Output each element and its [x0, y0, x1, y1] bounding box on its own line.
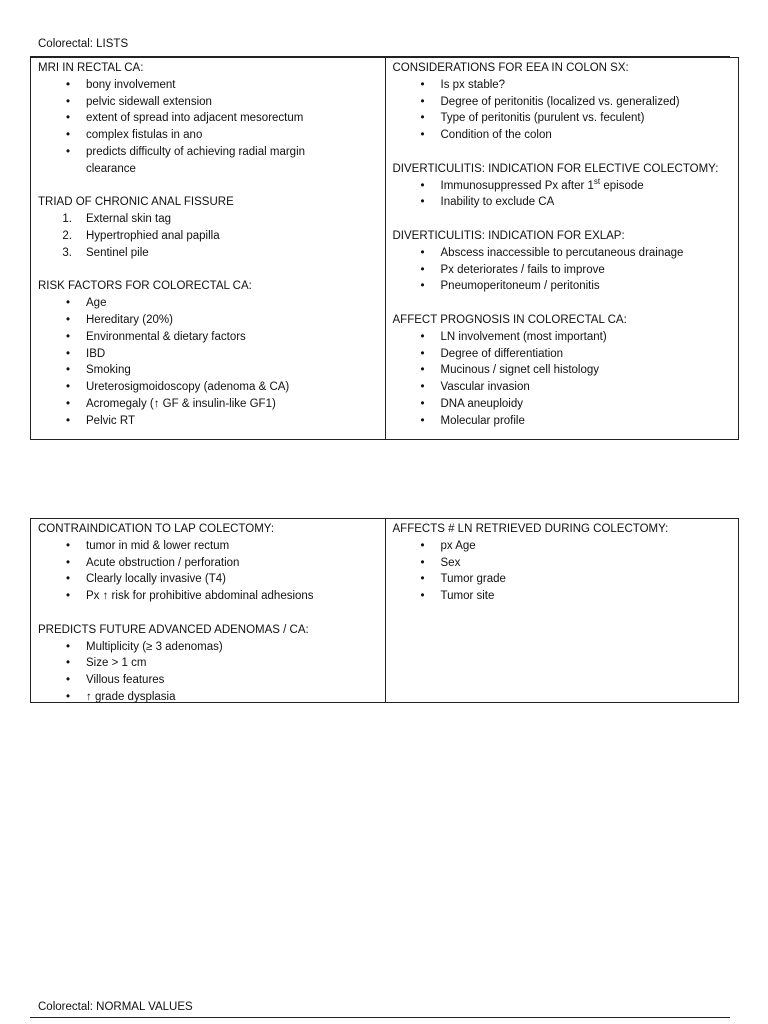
- bullet-icon: •: [420, 196, 425, 209]
- bullet-list: [38, 77, 379, 161]
- list-item: • pelvic sidewall extension: [38, 94, 379, 111]
- list-item: • Hereditary (20%): [38, 312, 379, 329]
- lists-table-2: [30, 518, 739, 703]
- section-heading: AFFECTS # LN RETRIEVED DURING COLECTOMY:: [392, 523, 669, 535]
- section-heading: PREDICTS FUTURE ADVANCED ADENOMAS / CA:: [38, 623, 309, 636]
- list-number: 3.: [62, 246, 72, 259]
- bullet-icon: •: [65, 657, 71, 670]
- bullet-icon: •: [65, 539, 71, 552]
- bullet-icon: •: [420, 129, 425, 142]
- bullet-icon: •: [65, 78, 71, 91]
- list-item: • Mucinous / signet cell histology: [393, 362, 733, 379]
- section-prognosis-colorectal-ca: [393, 312, 733, 430]
- bullet-icon: •: [420, 95, 425, 108]
- bullet-list: [393, 178, 733, 212]
- bullet-icon: •: [65, 297, 71, 310]
- list-item: • Size > 1 cm: [38, 655, 379, 672]
- list-item: • Is px stable?: [393, 77, 733, 94]
- bullet-icon: •: [65, 640, 71, 653]
- bullet-list: [393, 329, 733, 430]
- section-heading: MRI IN RECTAL CA:: [38, 62, 144, 74]
- list-item-continuation: clearance: [86, 162, 136, 175]
- list-item: • px Age: [393, 538, 733, 555]
- table-2-right-column: [385, 519, 739, 702]
- list-item: • Tumor grade: [393, 571, 733, 588]
- list-item: • Immunosuppressed Px after 1st episode: [393, 178, 733, 195]
- section-elective-colectomy: [393, 161, 733, 211]
- section-ln-retrieved: [393, 521, 733, 605]
- bullet-icon: •: [65, 313, 71, 326]
- list-item: • Villous features: [38, 672, 379, 689]
- list-number: 1.: [62, 213, 72, 226]
- bullet-icon: •: [65, 590, 71, 603]
- bullet-icon: •: [420, 112, 425, 125]
- bullet-icon: •: [65, 381, 71, 394]
- page-title: Colorectal: LISTS: [38, 38, 129, 50]
- list-item: • Type of peritonitis (purulent vs. feculent): [393, 110, 733, 127]
- numbered-list: [38, 211, 379, 261]
- bullet-icon: •: [65, 690, 71, 703]
- list-item: • Pneumoperitoneum / peritonitis: [393, 278, 733, 295]
- table-1-right-column: [385, 58, 739, 439]
- list-item: 2. Hypertrophied anal papilla: [38, 228, 379, 245]
- list-item: • Smoking: [38, 362, 379, 379]
- list-item: • Sex: [393, 555, 733, 572]
- section-heading: CONSIDERATIONS FOR EEA IN COLON SX:: [392, 62, 629, 74]
- bullet-list: [393, 245, 733, 295]
- footer-rule: [30, 1017, 730, 1018]
- table-2-left-column: [31, 519, 385, 702]
- list-item: • Condition of the colon: [393, 127, 733, 144]
- bullet-icon: •: [65, 414, 71, 427]
- section-heading: CONTRAINDICATION TO LAP COLECTOMY:: [38, 523, 275, 535]
- bullet-icon: •: [65, 556, 71, 569]
- bullet-icon: •: [65, 95, 71, 108]
- section-advanced-adenoma-predictors: [38, 622, 379, 706]
- bullet-icon: •: [420, 263, 425, 276]
- list-item: • Clearly locally invasive (T4): [38, 571, 379, 588]
- bullet-icon: •: [420, 556, 425, 569]
- bullet-icon: •: [420, 78, 425, 91]
- section-exlap-indication: [393, 228, 733, 295]
- list-item: • Ureterosigmoidoscopy (adenoma & CA): [38, 379, 379, 396]
- list-item: • Multiplicity (≥ 3 adenomas): [38, 639, 379, 656]
- list-item: • DNA aneuploidy: [393, 396, 733, 413]
- list-item: • Abscess inaccessible to percutaneous drainage: [393, 245, 733, 262]
- bullet-list: [393, 77, 733, 144]
- table-1-left-column: [31, 58, 385, 439]
- bullet-icon: •: [420, 364, 425, 377]
- section-lap-colectomy-contraindication: [38, 521, 379, 605]
- bullet-icon: •: [420, 573, 425, 586]
- bullet-icon: •: [420, 414, 425, 427]
- section-heading: RISK FACTORS FOR COLORECTAL CA:: [38, 280, 252, 293]
- bullet-list: [38, 295, 379, 429]
- bullet-icon: •: [420, 590, 425, 603]
- list-item: • Px ↑ risk for prohibitive abdominal adhesions: [38, 588, 379, 605]
- list-item: • Pelvic RT: [38, 413, 379, 430]
- list-item: • tumor in mid & lower rectum: [38, 538, 379, 555]
- bullet-icon: •: [65, 674, 71, 687]
- list-item: • predicts difficulty of achieving radial margin: [38, 144, 379, 161]
- section-heading: DIVERTICULITIS: INDICATION FOR ELECTIVE COLECTOMY:: [392, 162, 719, 175]
- list-item: • Degree of differentiation: [393, 346, 733, 363]
- list-item: • Vascular invasion: [393, 379, 733, 396]
- bullet-icon: •: [65, 330, 71, 343]
- section-eea-considerations: [393, 60, 733, 144]
- bullet-list: [38, 538, 379, 605]
- bullet-list: [393, 538, 733, 605]
- list-item: • Tumor site: [393, 588, 733, 605]
- list-number: 2.: [62, 229, 72, 242]
- section-risk-factors-colorectal-ca: [38, 278, 379, 429]
- bullet-icon: •: [65, 112, 71, 125]
- section-heading: DIVERTICULITIS: INDICATION FOR EXLAP:: [392, 229, 625, 242]
- list-item: • complex fistulas in ano: [38, 127, 379, 144]
- bullet-icon: •: [420, 539, 425, 552]
- list-item: • Age: [38, 295, 379, 312]
- bullet-icon: •: [65, 347, 71, 360]
- section-anal-fissure-triad: [38, 194, 379, 261]
- list-item: • Degree of peritonitis (localized vs. generalized): [393, 94, 733, 111]
- next-section-title: Colorectal: NORMAL VALUES: [38, 1001, 193, 1013]
- bullet-icon: •: [420, 179, 425, 192]
- list-item: • extent of spread into adjacent mesorectum: [38, 110, 379, 127]
- bullet-list: [38, 639, 379, 706]
- list-item: • Acute obstruction / perforation: [38, 555, 379, 572]
- section-mri-rectal-ca: [38, 60, 379, 178]
- bullet-icon: •: [420, 381, 425, 394]
- list-item: • bony involvement: [38, 77, 379, 94]
- list-item: 3. Sentinel pile: [38, 245, 379, 262]
- bullet-icon: •: [420, 330, 425, 343]
- list-item: 1. External skin tag: [38, 211, 379, 228]
- list-item: • Acromegaly (↑ GF & insulin-like GF1): [38, 396, 379, 413]
- bullet-icon: •: [420, 246, 425, 259]
- section-heading: AFFECT PROGNOSIS IN COLORECTAL CA:: [392, 313, 627, 326]
- bullet-icon: •: [65, 364, 71, 377]
- list-item: • ↑ grade dysplasia: [38, 689, 379, 706]
- bullet-icon: •: [65, 145, 71, 158]
- list-item: • Environmental & dietary factors: [38, 329, 379, 346]
- section-heading: TRIAD OF CHRONIC ANAL FISSURE: [38, 196, 234, 209]
- list-item: • IBD: [38, 346, 379, 363]
- bullet-icon: •: [420, 347, 425, 360]
- bullet-icon: •: [420, 397, 425, 410]
- bullet-icon: •: [65, 573, 71, 586]
- bullet-icon: •: [65, 397, 71, 410]
- list-item: • Px deteriorates / fails to improve: [393, 262, 733, 279]
- lists-table-1: [30, 57, 739, 440]
- bullet-icon: •: [65, 129, 71, 142]
- list-item: • LN involvement (most important): [393, 329, 733, 346]
- bullet-icon: •: [420, 280, 425, 293]
- list-item: • Inability to exclude CA: [393, 194, 733, 211]
- list-item: • Molecular profile: [393, 413, 733, 430]
